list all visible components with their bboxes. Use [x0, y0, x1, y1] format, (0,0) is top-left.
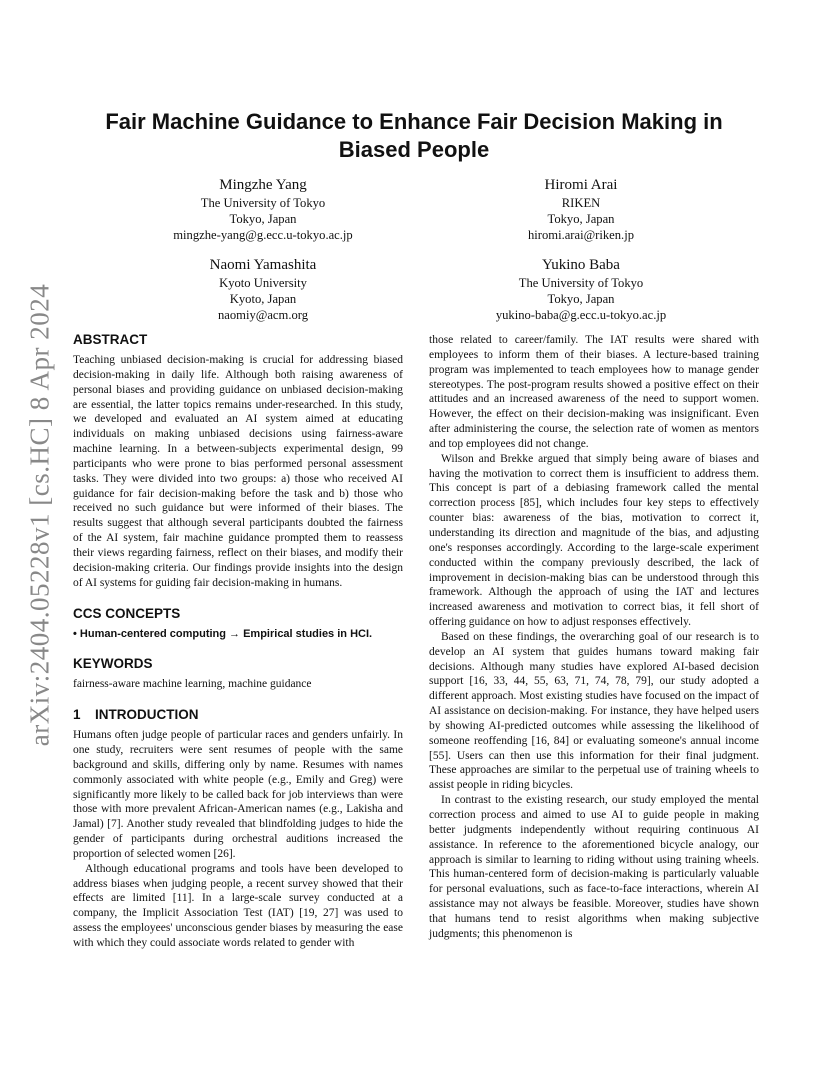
author-location: Kyoto, Japan — [229, 292, 297, 306]
author-name: Mingzhe Yang — [219, 177, 307, 193]
paragraph: those related to career/family. The IAT results were shared with employees to inform them of their biases. A lecture-based training program was implemented to teach employees how to manage gender stereotypes. The post-program results showed a positive effect on their attitudes and an increased awareness of the need to support women. However, the effect on their decision-making was insignificant. Even after administering the course, the selection rate of women as mentors and top employees did not change. — [429, 334, 759, 450]
keywords-text: fairness-aware machine learning, machine guidance — [73, 678, 312, 691]
arxiv-stamp: arXiv:2404.05228v1 [cs.HC] 8 Apr 2024 — [24, 283, 55, 747]
author-email: mingzhe-yang@g.ecc.u-tokyo.ac.jp — [173, 228, 353, 242]
paragraph: In contrast to the existing research, our study employed the mental correction process and aimed to use AI to guide people in making better judgments independently without requiring continuous AI assistance. In reference to the aforementioned bicycle analogy, our approach is similar to learning to riding without using training wheels. This human-centered form of decision-making is particularly valuable for personal evaluations, such as face-to-face interactions, wherein AI assistance may not always be feasible. Moreover, studies have shown that humans tend to resist algorithms when making subjective judgments; this phenomenon is — [429, 794, 759, 940]
paragraph: Based on these findings, the overarching goal of our research is to develop an AI system that guides humans toward making fair decisions. Although many studies have explored AI-based decision support [16, 33, 44, 55, 63, 71, 74, 78, 79], our study adopted a different approach. Most existing studies have focused on the impact of AI assistance on decision-making. For instance, they have helped users by showing AI-predicted outcomes while assessing the likelihood of someone reoffending [16, 84] or evaluating someone's annual income [55]. Users can then use this information for their final judgment. These approaches are similar to the perpetual use of training wheels to assist people in riding bicycles. — [429, 630, 759, 792]
right-column — [429, 333, 759, 942]
author-email: naomiy@acm.org — [217, 308, 309, 322]
author-location: Tokyo, Japan — [229, 212, 297, 226]
author-location: Tokyo, Japan — [547, 292, 615, 306]
author-block — [416, 175, 746, 243]
abstract-text: Teaching unbiased decision-making is crucial for addressing biased decision-making in daily life. Although both raising awareness of personal biases and providing guidance on unbiased decision-making are essential, the latter topics remains under-researched. In this study, we developed and evaluated an AI system aimed at educating individuals on making unbiased decisions using fairness-aware machine learning. In a between-subjects experimental design, 99 participants who were prone to bias performed personal assessment tasks. They were divided into two groups: a) those who received AI guidance for fair decision-making before the task and b) those who received no such guidance but were informed of their biases. The results suggest that although several participants doubted the fairness of the AI system, fair machine guidance prompted them to reassess their views regarding fairness, reflect on their biases, and modify their decision-making criteria. Our findings provide insights into the design of AI systems for guiding fair decision-making in humans. — [73, 354, 403, 589]
abstract-heading: ABSTRACT — [73, 332, 148, 347]
section-number: 1 — [73, 707, 81, 723]
paragraph: Wilson and Brekke argued that simply being aware of biases and having the motivation to correct them is insufficient to address them. This concept is part of a debiasing framework called the mental correction process [85], which includes four key steps to effectively counter bias: awareness of the bias, motivation to correct it, understanding its direction and magnitude of the bias, and adjusting one's responses accordingly. According to the large-scale experiment conducted within the company previously described, the lack of improvement in decision-making bias can be understood through this framework. Although the approach of using the IAT and lectures increased awareness and motivation to correct bias, it fell short of offering guidance on how to adjust responses effectively. — [429, 452, 759, 629]
keywords-heading: KEYWORDS — [73, 656, 153, 672]
author-name: Naomi Yamashita — [209, 257, 317, 273]
author-block — [98, 175, 428, 243]
ccs-heading: CCS CONCEPTS — [73, 605, 181, 621]
author-affiliation: RIKEN — [561, 196, 601, 210]
author-name: Yukino Baba — [542, 257, 620, 273]
paragraph: Although educational programs and tools have been developed to address biases when judging people, a recent survey showed that their effects are limited [11]. In a large-scale survey conducted at a company, the Implicit Association Test (IAT) [19, 27] was used to assess the employees' unconscious gender biases by measuring the ease with which they could associate words related to gender with — [73, 862, 403, 949]
author-block — [416, 255, 746, 323]
author-email: yukino-baba@g.ecc.u-tokyo.ac.jp — [495, 308, 667, 322]
left-column — [73, 331, 403, 951]
author-affiliation: Kyoto University — [219, 276, 307, 290]
author-affiliation: The University of Tokyo — [200, 196, 326, 210]
author-block — [98, 255, 428, 323]
author-affiliation: The University of Tokyo — [518, 276, 644, 290]
author-email: hiromi.arai@riken.jp — [527, 228, 635, 242]
author-location: Tokyo, Japan — [547, 212, 615, 226]
ccs-item: • Human-centered computing → Empirical studies in HCI. — [73, 627, 373, 640]
paragraph: Humans often judge people of particular races and genders unfairly. In one study, recruiters were sent resumes of people with the same background and skills, differing only by name. Resumes with names commonly associated with white people (e.g., Emily and Greg) were significantly more likely to be called back for job interviews than were those with more prevalent African-American names (e.g., Lakisha and Jamal) [7]. Another study revealed that blindfolding judges to hide the gender of participants during orchestral auditions increased the proportion of selected women [26]. — [73, 729, 403, 860]
intro-heading — [73, 706, 403, 724]
section-title: INTRODUCTION — [95, 707, 199, 723]
paper-title: Fair Machine Guidance to Enhance Fair Decision Making in Biased People — [105, 109, 723, 162]
author-name: Hiromi Arai — [544, 177, 618, 193]
